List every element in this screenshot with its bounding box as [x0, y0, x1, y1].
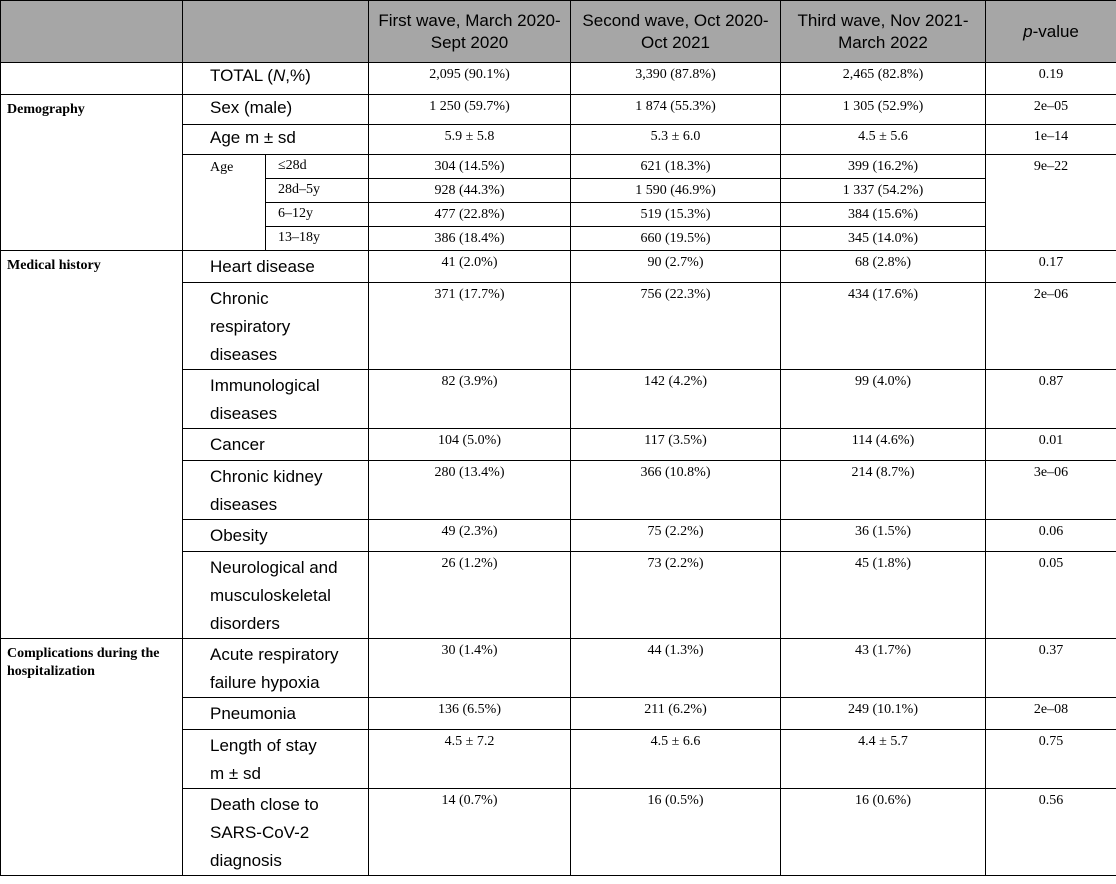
cell-w3: 214 (8.7%): [781, 461, 986, 520]
row-label: [183, 461, 369, 520]
total-label-suffix: ,%): [285, 66, 311, 85]
row-label-line: Pneumonia: [210, 704, 297, 723]
row-label: [183, 552, 369, 639]
cell-w3: 16 (0.6%): [781, 789, 986, 876]
header-p-value: [986, 1, 1116, 63]
cell-p-value: 0.06: [986, 520, 1116, 552]
sex-w3: 1 305 (52.9%): [781, 95, 986, 125]
cell-w2: 4.5 ± 6.6: [571, 730, 781, 789]
cell-w1: 49 (2.3%): [369, 520, 571, 552]
cell-p-value: 0.56: [986, 789, 1116, 876]
sex-w1: 1 250 (59.7%): [369, 95, 571, 125]
cell-w2: 142 (4.2%): [571, 370, 781, 429]
cell-w2: 44 (1.3%): [571, 639, 781, 698]
row-label-line: diseases: [210, 495, 278, 514]
header-third-wave: Third wave, Nov 2021-March 2022: [781, 1, 986, 63]
age-w1: 477 (22.8%): [369, 203, 571, 227]
row-label-line: Chronic kidney: [210, 467, 323, 486]
age-mean-w1: 5.9 ± 5.8: [369, 125, 571, 155]
row-label: [183, 520, 369, 552]
total-w2: 3,390 (87.8%): [571, 63, 781, 95]
cell-w1: 104 (5.0%): [369, 429, 571, 461]
medical-history-section: [1, 251, 1116, 639]
row-label-line: diseases: [210, 345, 278, 364]
row-label-line: Neurological and: [210, 558, 338, 577]
row-label: [183, 730, 369, 789]
row-label-line: disorders: [210, 614, 280, 633]
age-w2: 660 (19.5%): [571, 227, 781, 251]
age-mean-p: 1e–14: [986, 125, 1116, 155]
table-row-sex: [1, 95, 1116, 125]
table-row: [1, 639, 1116, 698]
age-w3: 345 (14.0%): [781, 227, 986, 251]
age-w3: 1 337 (54.2%): [781, 179, 986, 203]
cell-p-value: 2e–06: [986, 283, 1116, 370]
header-blank-2: [183, 1, 369, 63]
cell-w3: 43 (1.7%): [781, 639, 986, 698]
cell-w2: 90 (2.7%): [571, 251, 781, 283]
cell-p-value: 0.75: [986, 730, 1116, 789]
row-label: [183, 370, 369, 429]
p-rest: -value: [1032, 21, 1079, 41]
cell-w3: 68 (2.8%): [781, 251, 986, 283]
row-label-line: respiratory: [210, 317, 291, 336]
row-label: [183, 639, 369, 698]
cell-w1: 82 (3.9%): [369, 370, 571, 429]
row-label-line: Death close to: [210, 795, 319, 814]
age-w1: 304 (14.5%): [369, 155, 571, 179]
cell-w1: 371 (17.7%): [369, 283, 571, 370]
cell-p-value: 0.05: [986, 552, 1116, 639]
row-label-line: musculoskeletal: [210, 586, 331, 605]
age-group-p: 9e–22: [986, 155, 1116, 251]
cell-w1: 26 (1.2%): [369, 552, 571, 639]
cell-w3: 36 (1.5%): [781, 520, 986, 552]
complications-section: [1, 639, 1116, 876]
section-label: Medical history: [1, 251, 183, 639]
cell-p-value: 0.87: [986, 370, 1116, 429]
cell-w2: 117 (3.5%): [571, 429, 781, 461]
total-p: 0.19: [986, 63, 1116, 95]
cell-p-value: 2e–08: [986, 698, 1116, 730]
row-label: Age m ± sd: [183, 125, 369, 155]
total-w1: 2,095 (90.1%): [369, 63, 571, 95]
header-blank-1: [1, 1, 183, 63]
age-w3: 399 (16.2%): [781, 155, 986, 179]
header-first-wave: First wave, March 2020-Sept 2020: [369, 1, 571, 63]
age-sub-label: 13–18y: [266, 227, 369, 251]
section-demography: Demography: [1, 95, 183, 251]
cell-w3: 114 (4.6%): [781, 429, 986, 461]
row-label-line: failure hypoxia: [210, 673, 320, 692]
table-row: [1, 251, 1116, 283]
cell-w2: 16 (0.5%): [571, 789, 781, 876]
sex-w2: 1 874 (55.3%): [571, 95, 781, 125]
row-label-line: Immunological: [210, 376, 320, 395]
row-label: Sex (male): [183, 95, 369, 125]
row-label-line: m ± sd: [210, 764, 261, 783]
cell-w2: 211 (6.2%): [571, 698, 781, 730]
row-label-line: Heart disease: [210, 257, 315, 276]
p-italic: p: [1023, 21, 1033, 41]
cell-w3: 4.4 ± 5.7: [781, 730, 986, 789]
row-label-line: Chronic: [210, 289, 269, 308]
cell-w3: 434 (17.6%): [781, 283, 986, 370]
row-label: [183, 698, 369, 730]
cell-w1: 4.5 ± 7.2: [369, 730, 571, 789]
row-label-line: diagnosis: [210, 851, 282, 870]
cell-w1: 136 (6.5%): [369, 698, 571, 730]
cell-p-value: 3e–06: [986, 461, 1116, 520]
age-w2: 1 590 (46.9%): [571, 179, 781, 203]
row-label-line: Cancer: [210, 435, 265, 454]
age-group-label: Age: [183, 155, 266, 251]
age-w1: 928 (44.3%): [369, 179, 571, 203]
row-label-line: SARS-CoV-2: [210, 823, 310, 842]
age-sub-label: 28d–5y: [266, 179, 369, 203]
age-mean-w3: 4.5 ± 5.6: [781, 125, 986, 155]
age-sub-label: ≤28d: [266, 155, 369, 179]
cell-w1: 41 (2.0%): [369, 251, 571, 283]
cell-p-value: 0.01: [986, 429, 1116, 461]
age-w1: 386 (18.4%): [369, 227, 571, 251]
row-label-line: Obesity: [210, 526, 268, 545]
cell-w2: 75 (2.2%): [571, 520, 781, 552]
row-label: [183, 429, 369, 461]
row-label-line: Length of stay: [210, 736, 317, 755]
cell-w2: 73 (2.2%): [571, 552, 781, 639]
cell-w2: 366 (10.8%): [571, 461, 781, 520]
total-w3: 2,465 (82.8%): [781, 63, 986, 95]
age-w2: 621 (18.3%): [571, 155, 781, 179]
age-w3: 384 (15.6%): [781, 203, 986, 227]
cell-w3: 249 (10.1%): [781, 698, 986, 730]
total-label-n: N: [272, 66, 286, 85]
row-label-line: diseases: [210, 404, 278, 423]
cell-w1: 280 (13.4%): [369, 461, 571, 520]
cell-p-value: 0.37: [986, 639, 1116, 698]
sex-p: 2e–05: [986, 95, 1116, 125]
header-row: [1, 1, 1116, 63]
cell-w3: 99 (4.0%): [781, 370, 986, 429]
cell-w3: 45 (1.8%): [781, 552, 986, 639]
age-sub-label: 6–12y: [266, 203, 369, 227]
section-label: Complications during the hospitalization: [1, 639, 183, 876]
table-row-total: [1, 63, 1116, 95]
age-w2: 519 (15.3%): [571, 203, 781, 227]
total-label-prefix: TOTAL (: [210, 66, 273, 85]
row-label: [183, 789, 369, 876]
row-label-line: Acute respiratory: [210, 645, 339, 664]
cell-w2: 756 (22.3%): [571, 283, 781, 370]
empty-cell: [1, 63, 183, 95]
row-label: [183, 251, 369, 283]
header-second-wave: Second wave, Oct 2020-Oct 2021: [571, 1, 781, 63]
row-label: [183, 283, 369, 370]
total-label: [183, 63, 369, 95]
age-mean-w2: 5.3 ± 6.0: [571, 125, 781, 155]
cell-p-value: 0.17: [986, 251, 1116, 283]
cell-w1: 14 (0.7%): [369, 789, 571, 876]
cell-w1: 30 (1.4%): [369, 639, 571, 698]
